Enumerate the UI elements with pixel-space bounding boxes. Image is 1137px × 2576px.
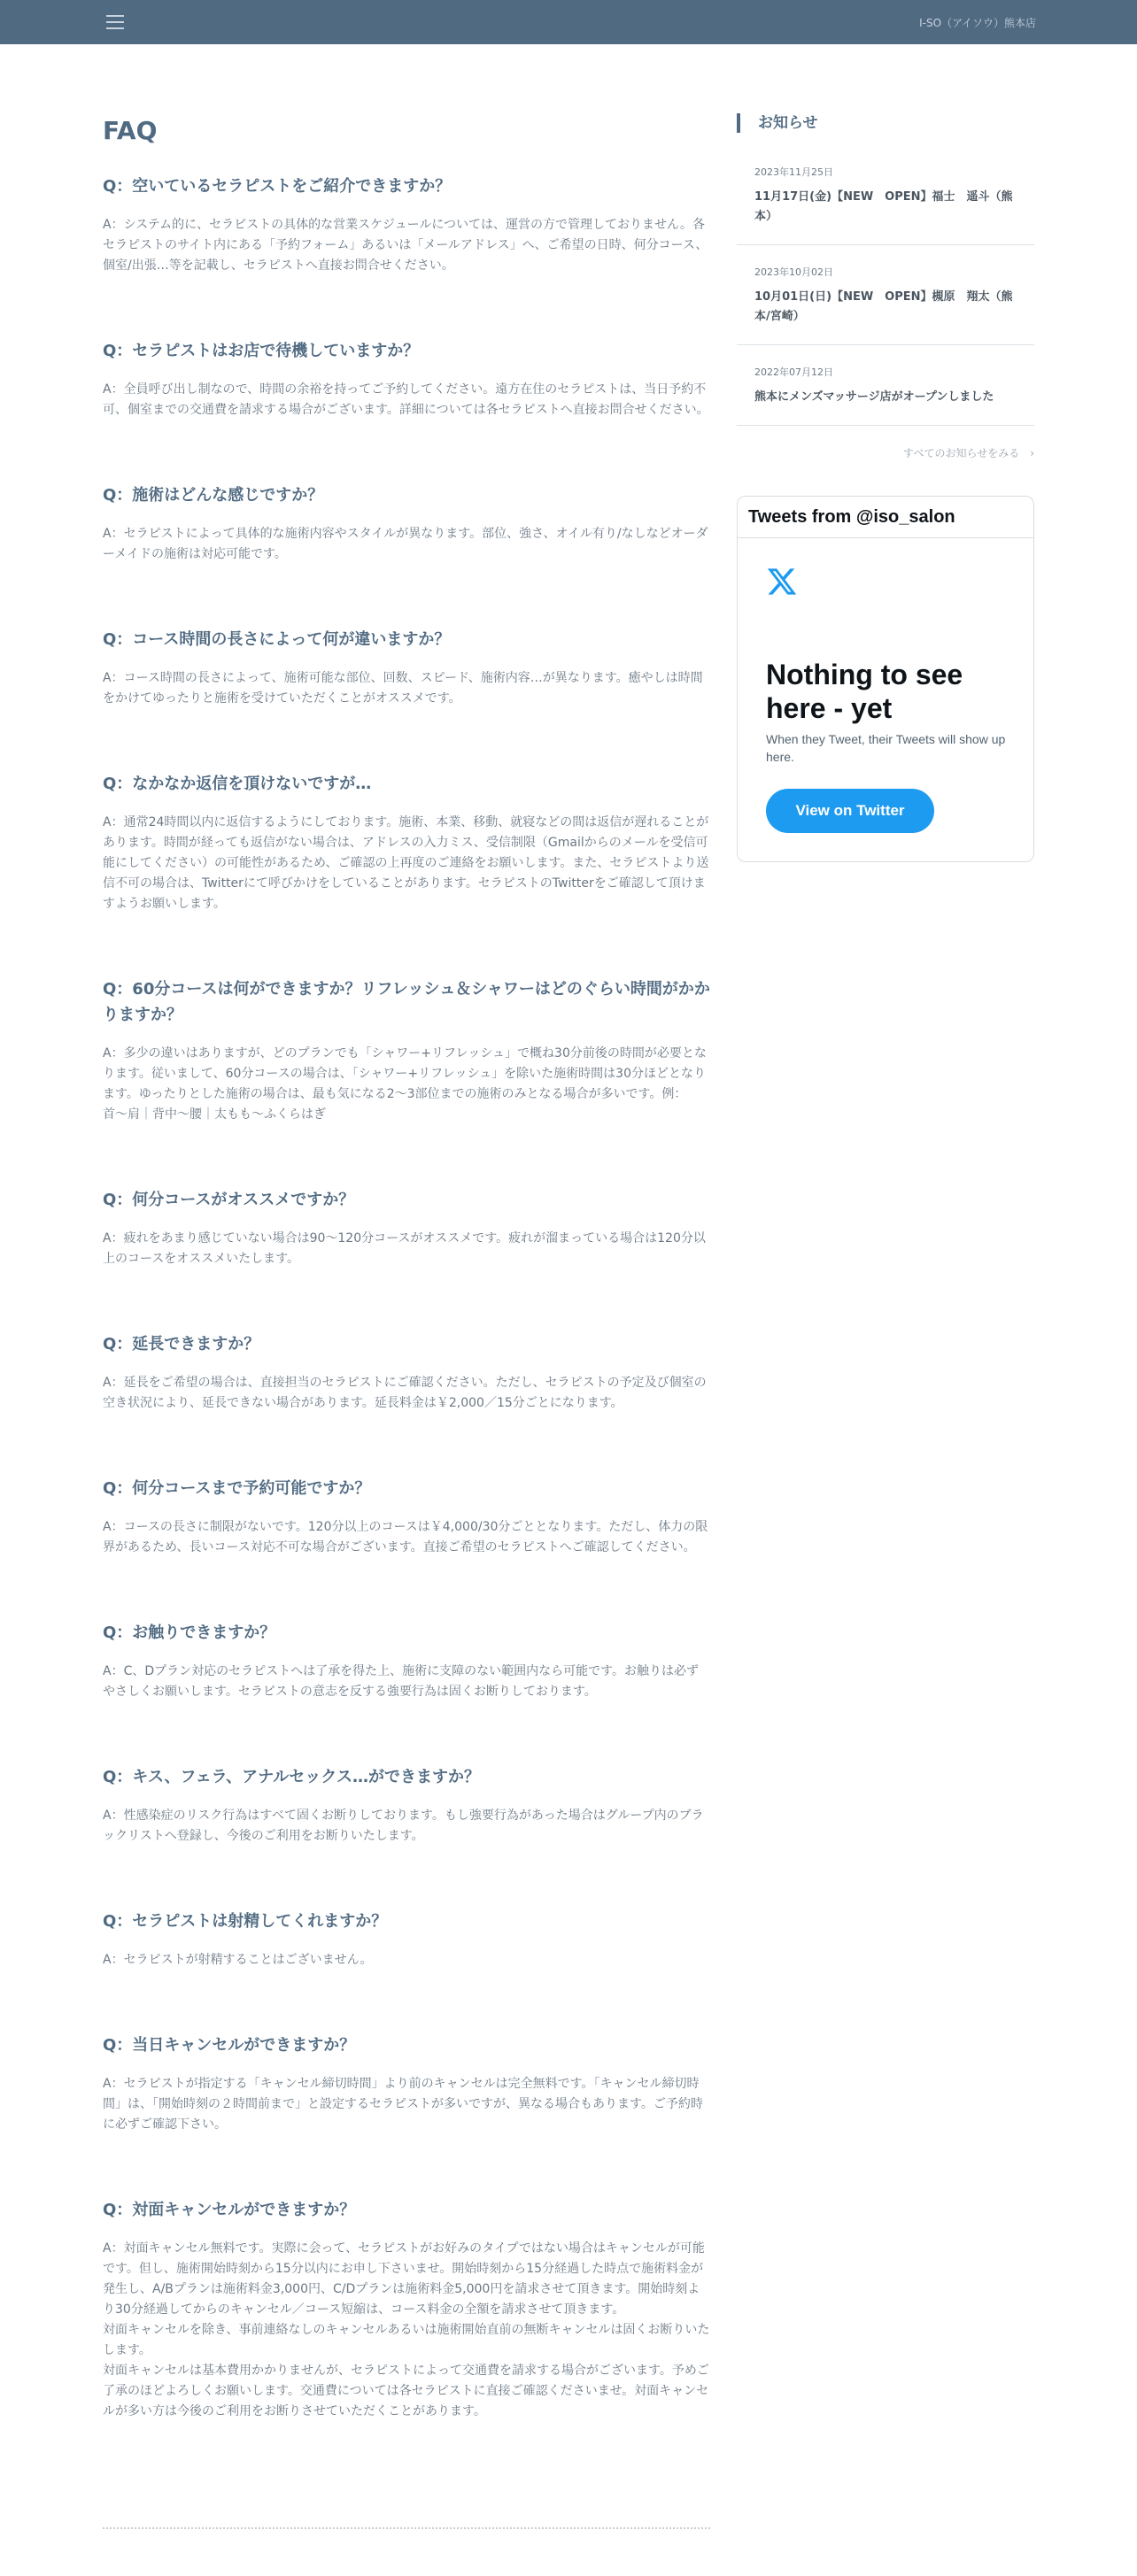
- news-date: 2022年07月12日: [754, 366, 833, 378]
- faq-question: Q：延長できますか？: [103, 1335, 260, 1354]
- faq-item: [103, 771, 710, 914]
- faq-question: Q：施術はどんな感じですか？: [103, 486, 324, 505]
- news-item[interactable]: [737, 265, 1034, 345]
- news-item[interactable]: [737, 365, 1034, 426]
- faq-question: Q：セラピストはお店で待機していますか？: [103, 342, 420, 360]
- faq-answer: A：通常24時間以内に返信するようにしております。施術、本業、移動、就寝などの間は返信が遅れることがあります。時間が経っても返信がない場合は、アドレスの入力ミス、受信制限（Gmailからのメールを受信可能にしてください）の可能性があるため、ご確認の上再度のご連絡をお願いします。また、セラピストより送信不可の場合は、Twitterにて呼びかけをしていることがあります。セラピストのTwitterをご確認して頂けますようお願いします。: [103, 815, 709, 911]
- faq-item: [103, 338, 710, 420]
- faq-question: Q：対面キャンセルができますか？: [103, 2201, 356, 2219]
- news-title[interactable]: 熊本にメンズマッサージ店がオープンしました: [754, 390, 994, 404]
- faq-question: Q：コース時間の長さによって何が違いますか？: [103, 630, 451, 649]
- faq-answer: A：システム的に、セラピストの具体的な営業スケジュールについては、運営の方で管理しておりません。各セラピストのサイト内にある「予約フォーム」あるいは「メールアドレス」へ、ご希望の日時、何分コース、個室/出張…等を記載し、セラピストへ直接お問合せください。: [103, 218, 708, 273]
- faq-question: Q：セラピストは射精してくれますか？: [103, 1912, 388, 1931]
- faq-answer: A：C、Dプラン対応のセラピストへは了承を得た上、施術に支障のない範囲内なら可能です。お触りは必ずやさしくお願いします。セラピストの意志を反する強要行為は固くお断りしております。: [103, 1664, 700, 1699]
- faq-item: [103, 482, 710, 565]
- faq-question: Q：キス、フェラ、アナルセックス…ができますか？: [103, 1768, 481, 1786]
- faq-item: [103, 976, 710, 1125]
- news-date: 2023年11月25日: [754, 166, 833, 178]
- faq-item: [103, 1764, 710, 1847]
- faq-answer: A：コース時間の長さによって、施術可能な部位、回数、スピード、施術内容…が異なります。癒やしは時間をかけてゆったりと施術を受けていただくことがオススメです。: [103, 671, 703, 706]
- faq-answer: A：全員呼び出し制なので、時間の余裕を持ってご予約してください。遠方在住のセラピストは、当日予約不可、個室までの交通費を請求する場合がございます。詳細については各セラピストへ直接お問合せください。: [103, 382, 709, 417]
- faq-answer: A：延長をご希望の場合は、直接担当のセラピストにご確認ください。ただし、セラピストの予定及び個室の空き状況により、延長できない場合があります。延長料金は￥2,000／15分ごとになります。: [103, 1376, 707, 1410]
- see-all-news-link[interactable]: すべてのお知らせをみる ›: [902, 447, 1034, 459]
- twitter-widget-header[interactable]: Tweets from @iso_salon: [738, 497, 1033, 538]
- faq-question: Q：なかなか返信を頂けないですが…: [103, 775, 372, 793]
- news-heading: お知らせ: [737, 113, 1034, 133]
- faq-answer: A：対面キャンセル無料です。実際に会って、セラピストがお好みのタイプではない場合はキャンセルが可能です。但し、施術開始時刻から15分以内にお申し下さいませ。開始時刻から15分経過した時点で施術料金が発生し、A/Bプランは施術料金3,000円、C/Dプランは施術料金5,000円を請求させて頂きます。開始時刻より30分経過してからのキャンセル／コース短縮は、コース料金の全額を請求させて頂きます。 対面キャンセルを除き、事前連絡なしのキャンセルあるいは施術開始直前の無断キャンセルは固くお断りいたします。 対面キャンセルは基本費用かかりませんが、セラピストによって交通費を請求する場合がございます。予めご了承のほどよろしくお願いします。交通費については各セラピストに直接ご確認くださいませ。対面キャンセルが多い方は今後のご利用をお断りさせていただくことがあります。: [103, 2241, 710, 2418]
- faq-item: [103, 1331, 710, 1414]
- faq-question: Q：お触りできますか？: [103, 1623, 276, 1642]
- page-title: FAQ: [103, 116, 158, 145]
- faq-list: [103, 174, 710, 2422]
- empty-timeline-subtitle: When they Tweet, their Tweets will show up here.: [766, 732, 1006, 764]
- faq-answer: A：セラピストによって具体的な施術内容やスタイルが異なります。部位、強さ、オイル有り/なしなどオーダーメイドの施術は対応可能です。: [103, 527, 708, 561]
- news-item[interactable]: [737, 165, 1034, 245]
- faq-item: [103, 1909, 710, 1971]
- top-bar: [0, 0, 1137, 44]
- faq-answer: A：性感染症のリスク行為はすべて固くお断りしております。もし強要行為があった場合はグループ内のブラックリストへ登録し、今後のご利用をお断りいたします。: [103, 1809, 704, 1843]
- faq-answer: A：多少の違いはありますが、どのプランでも「シャワー+リフレッシュ」で概ね30分前後の時間が必要となります。従いまして、60分コースの場合は、「シャワー+リフレッシュ」を除いた施術時間は30分ほどとなります。ゆったりとした施術の場合は、最も気になる2〜3部位までの施術のみとなる場合が多いです。例：首〜肩｜背中〜腰｜太もも〜ふくらはぎ: [103, 1046, 707, 1122]
- divider: [103, 2527, 710, 2529]
- news-list: [737, 165, 1034, 426]
- news-title[interactable]: 10月01日(日)【NEW OPEN】槻原 翔太（熊本/宮崎）: [754, 290, 1013, 323]
- faq-question: Q：60分コースは何ができますか？リフレッシュ＆シャワーはどのぐらい時間がかかりますか？: [103, 980, 710, 1024]
- sidebar: [737, 113, 1034, 862]
- faq-section: [103, 113, 710, 2484]
- faq-item: [103, 627, 710, 709]
- view-on-twitter-button[interactable]: View on Twitter: [766, 789, 934, 833]
- faq-question: Q：当日キャンセルができますか？: [103, 2036, 356, 2055]
- faq-answer: A：セラピストが指定する「キャンセル締切時間」より前のキャンセルは完全無料です。「キャンセル締切時間」は、「開始時刻の２時間前まで」と設定するセラピストが多いですが、異なる場合もあります。ご予約時に必ずご確認下さい。: [103, 2077, 703, 2132]
- faq-item: [103, 174, 710, 276]
- faq-question: Q：何分コースがオススメですか？: [103, 1191, 355, 1209]
- news-title[interactable]: 11月17日(金)【NEW OPEN】福士 遥斗（熊本）: [754, 190, 1013, 223]
- faq-item: [103, 2032, 710, 2135]
- news-date: 2023年10月02日: [754, 266, 833, 278]
- hamburger-icon[interactable]: [106, 15, 124, 29]
- empty-timeline-title: Nothing to see here - yet: [766, 659, 963, 724]
- site-name[interactable]: I-SO（アイソウ）熊本店: [919, 17, 1036, 29]
- faq-item: [103, 1620, 710, 1702]
- faq-item: [103, 2197, 710, 2422]
- faq-answer: A：セラピストが射精することはございません。: [103, 1953, 373, 1967]
- faq-question: Q：空いているセラピストをご紹介できますか？: [103, 177, 452, 196]
- faq-answer: A：コースの長さに制限がないです。120分以上のコースは￥4,000/30分ごととなります。ただし、体力の限界があるため、長いコース対応不可な場合がございます。直接ご希望のセラピストへご確認してください。: [103, 1520, 708, 1554]
- faq-question: Q：何分コースまで予約可能ですか？: [103, 1479, 371, 1498]
- faq-item: [103, 1187, 710, 1269]
- twitter-timeline-widget: [737, 496, 1034, 862]
- faq-answer: A：疲れをあまり感じていない場合は90〜120分コースがオススメです。疲れが溜まっている場合は120分以上のコースをオススメいたします。: [103, 1231, 706, 1266]
- faq-item: [103, 1476, 710, 1558]
- x-logo-icon: [766, 566, 798, 598]
